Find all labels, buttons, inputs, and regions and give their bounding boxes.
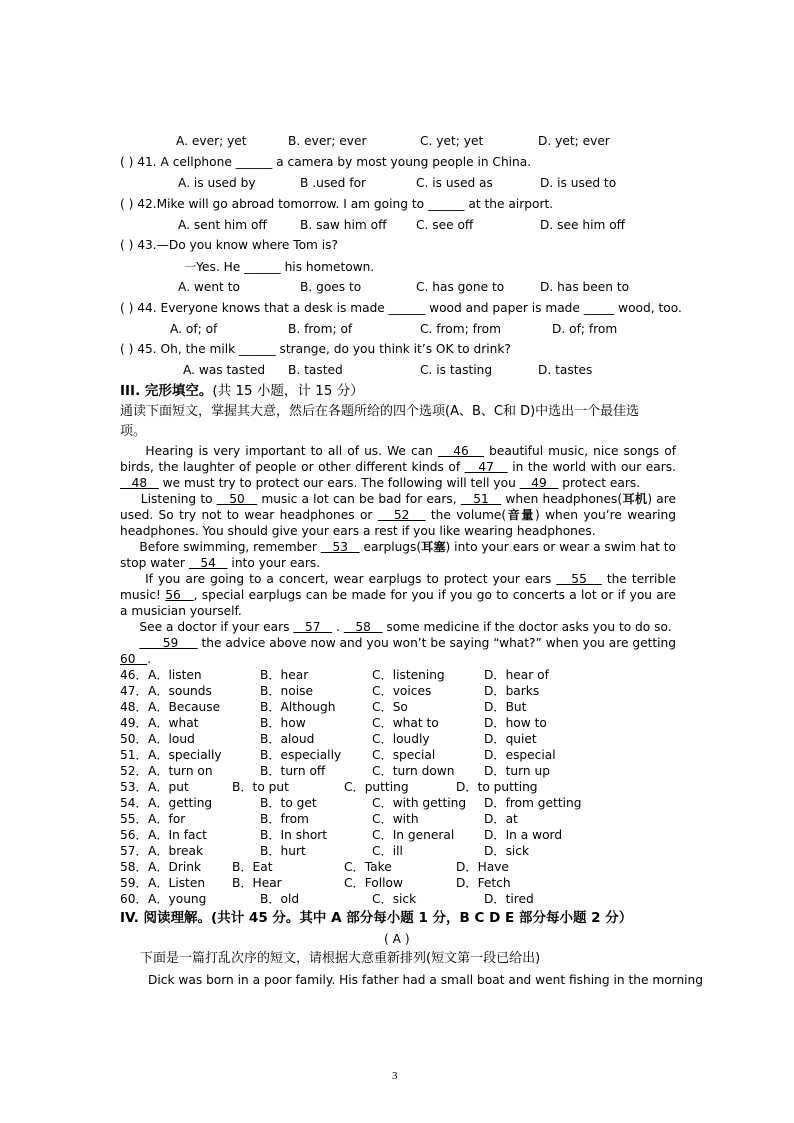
cloze-option-number: 56． — [120, 828, 148, 842]
section3-title: III. 完形填空。(共 15 小题，计 15 分） — [120, 383, 364, 399]
q42-option-b: B. saw him off — [300, 218, 387, 232]
q41-option-a: A. is used by — [178, 176, 256, 190]
cloze-option-b: B．especially — [260, 748, 342, 762]
cloze-option-number: 58． — [120, 860, 148, 874]
section4-first-line: Dick was born in a poor family. His father had a small boat and went fishing in the morning — [148, 973, 704, 987]
cloze-option-d: D．Have — [456, 860, 509, 874]
q40-option-a: A. ever; yet — [176, 134, 247, 148]
cloze-option-d: D．how to — [484, 716, 547, 730]
cloze-option-b: B．Hear — [232, 876, 282, 890]
q45-option-b: B. tasted — [288, 363, 343, 377]
cloze-option-a: A．specially — [148, 748, 222, 762]
q44-option-b: B. from; of — [288, 322, 353, 336]
cloze-option-c: C．listening — [372, 668, 445, 682]
cloze-option-b: B．to put — [232, 780, 289, 794]
cloze-option-a: A．Listen — [148, 876, 206, 890]
cloze-paragraph-5: See a doctor if your ears 57 . 58 some medicine if the doctor asks you to do so. 59 the advice above now and you won’t be saying “what?” when you are getting 60 . — [120, 620, 677, 666]
q41-question: ( ) 41. A cellphone ______ a camera by most young people in China. — [120, 155, 532, 169]
cloze-option-c: C．voices — [372, 684, 432, 698]
cloze-option-number: 48． — [120, 700, 148, 714]
cloze-option-d: D．tired — [484, 892, 534, 906]
cloze-option-d: D．In a word — [484, 828, 563, 842]
cloze-option-d: D．sick — [484, 844, 530, 858]
cloze-option-d: D．Fetch — [456, 876, 511, 890]
cloze-paragraph-3: Before swimming, remember 53 earplugs(耳塞) into your ears or wear a swim hat to stop water 54 into your ears. — [120, 540, 676, 570]
cloze-option-d: D．to putting — [456, 780, 538, 794]
q41-option-b: B .used for — [300, 176, 367, 190]
cloze-option-b: B．Although — [260, 700, 336, 714]
q41-option-c: C. is used as — [416, 176, 493, 190]
cloze-option-d: D．But — [484, 700, 527, 714]
cloze-option-b: B．from — [260, 812, 309, 826]
cloze-option-b: B．turn off — [260, 764, 326, 778]
cloze-option-number: 60． — [120, 892, 148, 906]
cloze-option-a: A．what — [148, 716, 199, 730]
cloze-option-number: 47． — [120, 684, 148, 698]
q42-question: ( ) 42.Mike will go abroad tomorrow. I am going to ______ at the airport. — [120, 197, 554, 211]
q42-option-d: D. see him off — [540, 218, 626, 232]
cloze-option-number: 54． — [120, 796, 148, 810]
cloze-option-number: 51． — [120, 748, 148, 762]
cloze-option-a: A．sounds — [148, 684, 212, 698]
q42-option-a: A. sent him off — [178, 218, 267, 232]
q40-option-c: C. yet; yet — [420, 134, 484, 148]
section3-instruction-cont: 项。 — [120, 424, 147, 439]
cloze-option-b: B．how — [260, 716, 306, 730]
cloze-option-number: 55． — [120, 812, 148, 826]
cloze-option-a: A．getting — [148, 796, 213, 810]
cloze-option-a: A．In fact — [148, 828, 207, 842]
cloze-option-c: C．turn down — [372, 764, 455, 778]
cloze-option-c: C．Follow — [344, 876, 403, 890]
cloze-option-d: D．at — [484, 812, 518, 826]
cloze-option-a: A．listen — [148, 668, 202, 682]
q45-option-d: D. tastes — [538, 363, 593, 377]
cloze-option-d: D．especial — [484, 748, 556, 762]
cloze-option-a: A．Because — [148, 700, 221, 714]
q44-option-c: C. from; from — [420, 322, 501, 336]
q44-option-a: A. of; of — [170, 322, 218, 336]
cloze-option-d: D．barks — [484, 684, 540, 698]
cloze-option-c: C．sick — [372, 892, 417, 906]
q43-option-c: C. has gone to — [416, 280, 505, 294]
cloze-option-c: C．ill — [372, 844, 403, 858]
cloze-option-number: 52． — [120, 764, 148, 778]
section4-instruction: 下面是一篇打乱次序的短文，请根据大意重新排列(短文第一段已给出) — [140, 951, 541, 966]
cloze-paragraph-4: If you are going to a concert, wear earplugs to protect your ears 55 the terrible music! 56 , special earplugs can be made for you if you go to concerts a lot or if you are a musician yourself. — [120, 572, 676, 618]
cloze-option-b: B．aloud — [260, 732, 315, 746]
cloze-option-number: 46． — [120, 668, 148, 682]
q42-option-c: C. see off — [416, 218, 474, 232]
q43-answer-line: 一Yes. He ______ his hometown. — [184, 260, 375, 274]
q43-question: ( ) 43.—Do you know where Tom is? — [120, 238, 338, 252]
cloze-option-c: C．So — [372, 700, 408, 714]
q43-option-b: B. goes to — [300, 280, 362, 294]
cloze-option-c: C．putting — [344, 780, 409, 794]
q45-question: ( ) 45. Oh, the milk ______ strange, do you think it’s OK to drink? — [120, 342, 511, 356]
cloze-option-a: A．break — [148, 844, 204, 858]
cloze-option-number: 50． — [120, 732, 148, 746]
q43-option-a: A. went to — [178, 280, 240, 294]
cloze-option-a: A．young — [148, 892, 207, 906]
cloze-option-c: C．Take — [344, 860, 392, 874]
cloze-option-b: B．In short — [260, 828, 328, 842]
q44-option-d: D. of; from — [552, 322, 618, 336]
cloze-option-b: B．hear — [260, 668, 309, 682]
cloze-option-c: C．loudly — [372, 732, 430, 746]
cloze-option-c: C．special — [372, 748, 436, 762]
cloze-option-b: B．noise — [260, 684, 313, 698]
cloze-option-number: 57． — [120, 844, 148, 858]
cloze-option-c: C．with getting — [372, 796, 467, 810]
section3-instruction: 通读下面短文，掌握其大意，然后在各题所给的四个选项(A、B、C和 D)中选出一个最佳选 — [120, 404, 640, 419]
cloze-option-a: A．turn on — [148, 764, 213, 778]
cloze-option-a: A．put — [148, 780, 189, 794]
cloze-option-a: A．for — [148, 812, 186, 826]
cloze-option-d: D．turn up — [484, 764, 550, 778]
q45-option-a: A. was tasted — [183, 363, 266, 377]
cloze-option-number: 53． — [120, 780, 148, 794]
q40-option-b: B. ever; ever — [288, 134, 367, 148]
cloze-option-d: D．hear of — [484, 668, 549, 682]
cloze-option-d: D．from getting — [484, 796, 582, 810]
cloze-paragraph-2: Listening to 50 music a lot can be bad for ears, 51 when headphones(耳机) are used. So try not to wear headphones or 52 the volume(音量) when you’re wearing headphones. You should give your ears a rest if you like wearing headphones. — [120, 492, 677, 538]
q44-question: ( ) 44. Everyone knows that a desk is made ______ wood and paper is made _____ wood, too. — [120, 301, 682, 315]
cloze-option-b: B．old — [260, 892, 300, 906]
cloze-option-number: 49． — [120, 716, 148, 730]
cloze-option-b: B．to get — [260, 796, 317, 810]
cloze-option-c: C．what to — [372, 716, 439, 730]
section4-part-a: ( A ) — [384, 932, 410, 946]
cloze-option-b: B．hurt — [260, 844, 306, 858]
q41-option-d: D. is used to — [540, 176, 617, 190]
section4-title: IV. 阅读理解。(共计 45 分。其中 A 部分每小题 1 分，B C D E 部分每小题 2 分） — [120, 910, 633, 926]
cloze-option-a: A．Drink — [148, 860, 202, 874]
cloze-option-a: A．loud — [148, 732, 195, 746]
cloze-option-c: C．In general — [372, 828, 455, 842]
cloze-option-d: D．quiet — [484, 732, 537, 746]
cloze-paragraph-1: Hearing is very important to all of us. We can 46 beautiful music, nice songs of birds, the laughter of people or other different kinds of 47 in the world with our ears. 48 we must try to protect our ears. The following will tell you 49 protect ears. — [120, 444, 676, 490]
cloze-option-c: C．with — [372, 812, 419, 826]
page-number: 3 — [392, 1070, 398, 1082]
cloze-option-number: 59． — [120, 876, 148, 890]
q45-option-c: C. is tasting — [420, 363, 493, 377]
q40-option-d: D. yet; ever — [538, 134, 610, 148]
q43-option-d: D. has been to — [540, 280, 630, 294]
cloze-option-b: B．Eat — [232, 860, 273, 874]
